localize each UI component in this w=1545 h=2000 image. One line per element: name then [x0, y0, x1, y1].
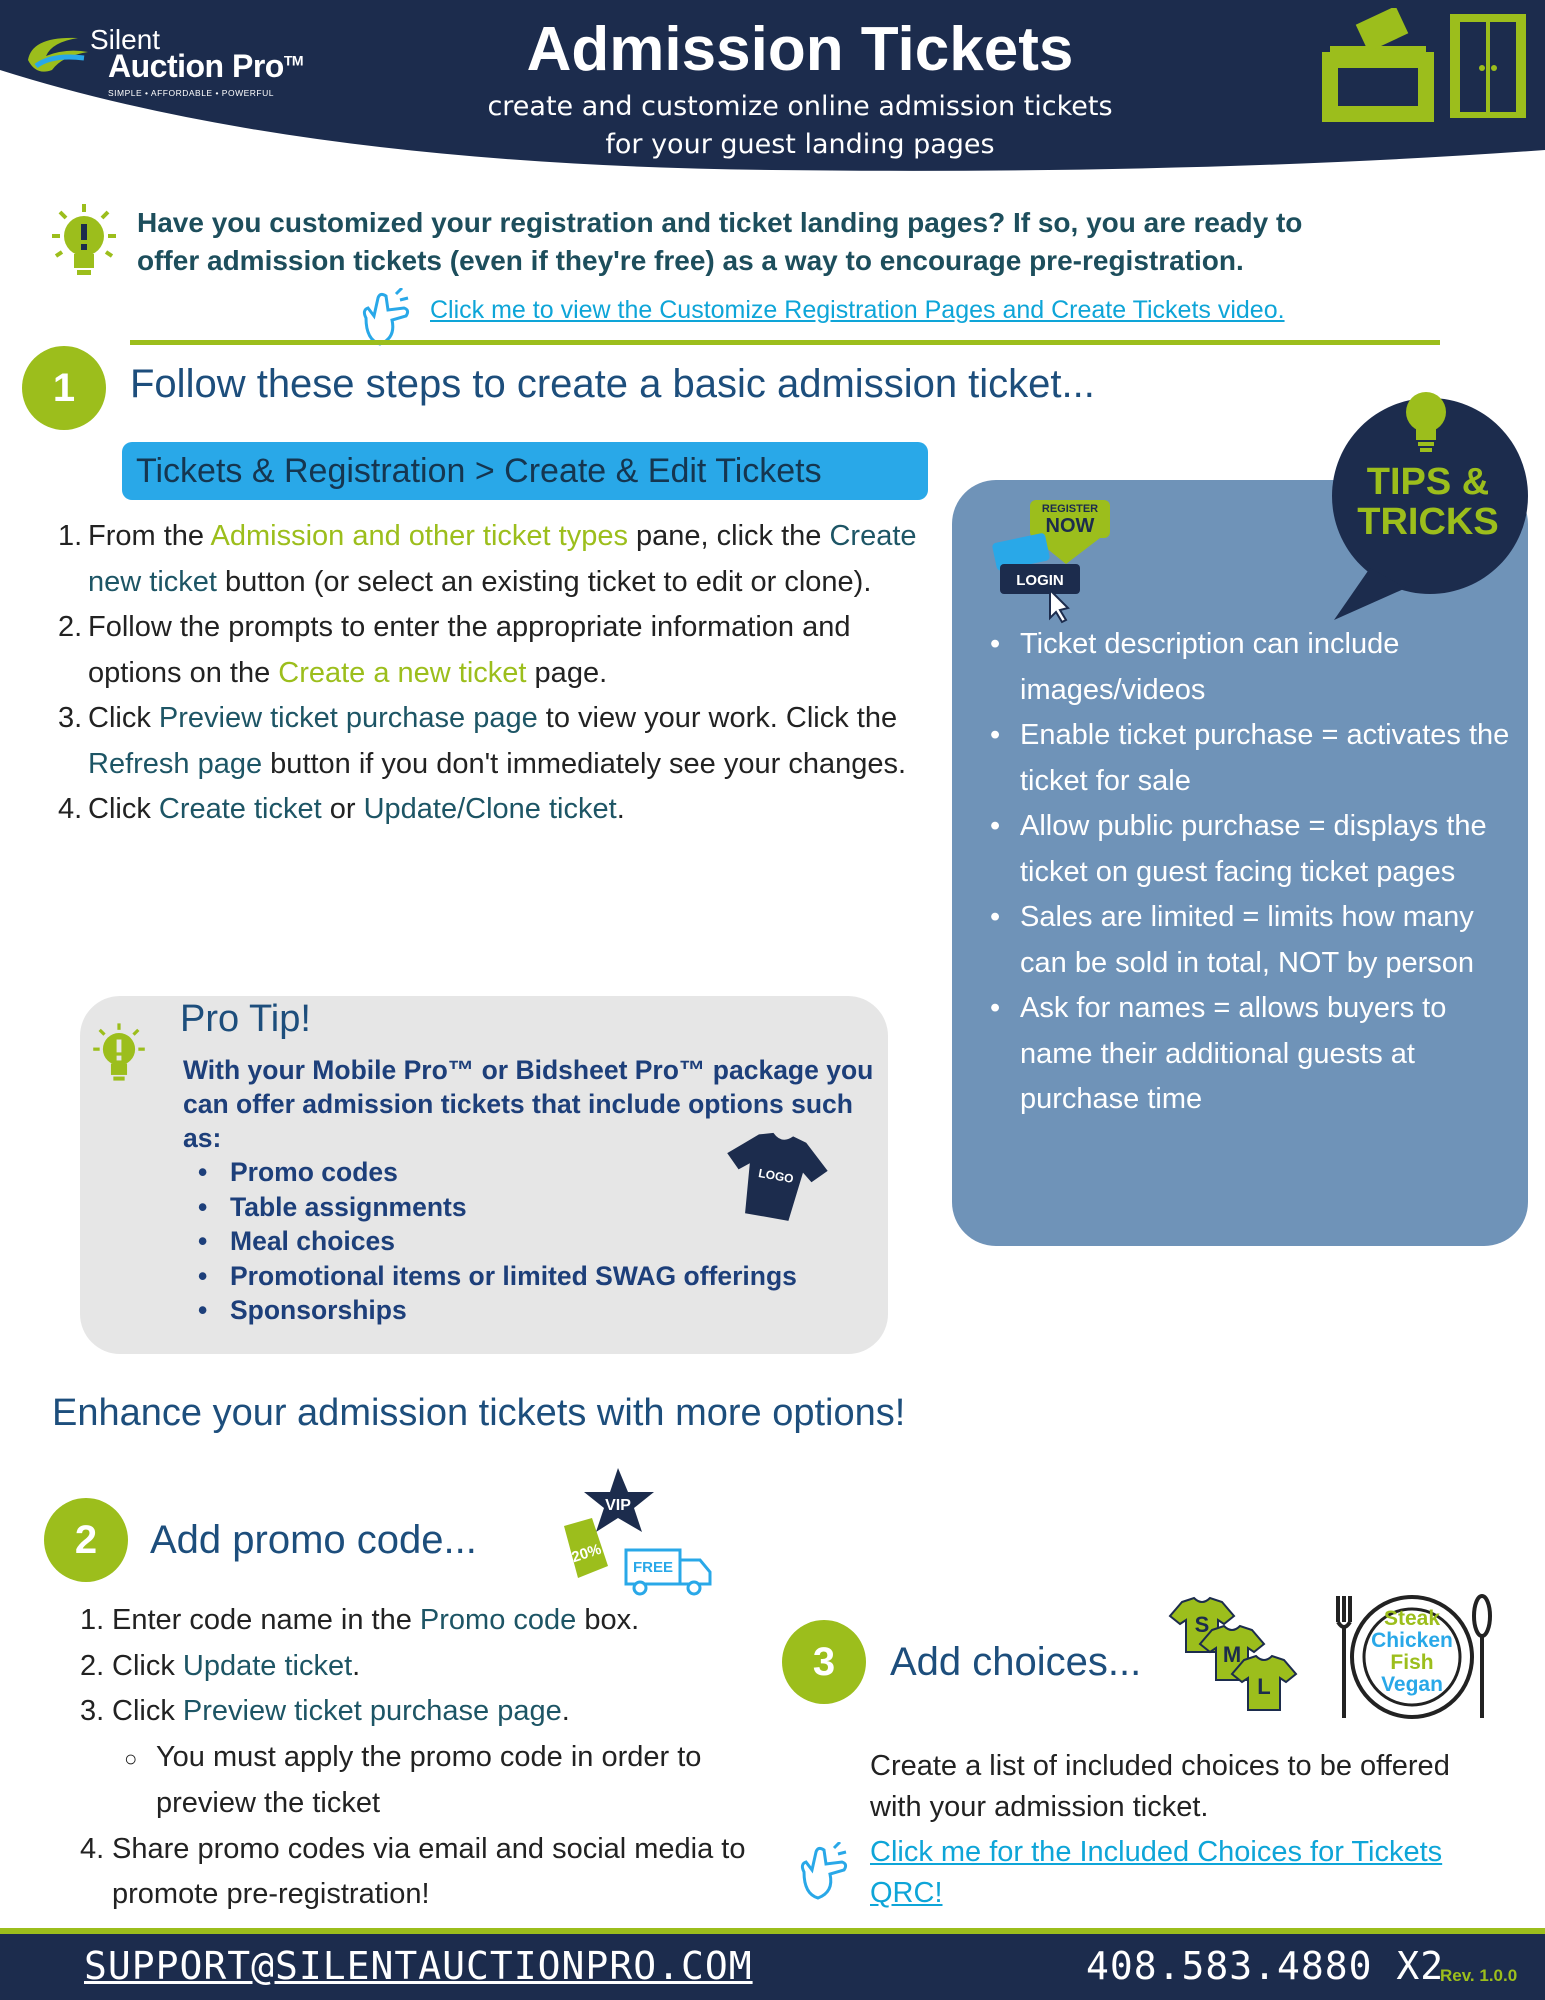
included-choices-link[interactable]: Click me for the Included Choices for Tickets QRC! [870, 1836, 1443, 1909]
meal-choices-list: Steak Chicken Fish Vegan [1371, 1607, 1453, 1696]
logo-line-1: Silent [90, 24, 161, 55]
step-2-badge: 2 [44, 1498, 128, 1582]
revision-label: Rev. 1.0.0 [1440, 1966, 1518, 1985]
step-1-list [58, 514, 938, 833]
pro-tip-text: With your Mobile Pro™ or Bidsheet Pro™ package you can offer admission tickets that include options such as: [183, 1055, 874, 1153]
list-item: • Promotional items or limited SWAG offerings [198, 1259, 797, 1294]
page-title: Admission Tickets [526, 15, 1074, 84]
svg-text:LOGIN: LOGIN [1016, 572, 1064, 589]
list-item: 1. Enter code name in the Promo code box. [80, 1604, 640, 1636]
section-divider [130, 340, 1440, 345]
page-header [0, 0, 1545, 175]
list-item: • Sponsorships [198, 1293, 797, 1328]
list-item: • Allow public purchase = displays the ticket on guest facing ticket pages [988, 804, 1518, 895]
promo-tags-icon [556, 1466, 716, 1598]
step-2-title: Add promo code... [150, 1518, 477, 1562]
list-item: • Meal choices [198, 1224, 797, 1259]
tips-list [988, 622, 1518, 1123]
breadcrumb: Tickets & Registration > Create & Edit Tickets [122, 442, 928, 500]
list-item: 3. Click Preview ticket purchase page to view your work. Click the Refresh page button if you don't immediately see your changes. [58, 702, 907, 780]
step-1-badge: 1 [22, 346, 106, 430]
svg-text:FREE: FREE [632, 1559, 674, 1576]
tips-title: TIPS & TRICKS [1357, 461, 1499, 543]
list-item: • Ticket description can include images/videos [988, 622, 1518, 713]
step-3-title: Add choices... [890, 1640, 1142, 1684]
list-item: 3. Click Preview ticket purchase page. [80, 1695, 570, 1727]
lightbulb-icon [1398, 388, 1454, 458]
list-item: • Enable ticket purchase = activates the ticket for sale [988, 713, 1518, 804]
svg-text:S: S [1194, 1612, 1210, 1637]
tshirt-logo-icon [722, 1130, 830, 1222]
step-2-list [80, 1598, 780, 1918]
list-item: 1. From the Admission and other ticket types pane, click the Create new ticket button (or select an existing ticket to edit or clone). [58, 520, 917, 598]
svg-text:L: L [1257, 1674, 1271, 1699]
list-item: • Table assignments [198, 1190, 797, 1225]
list-item: • Ask for names = allows buyers to name their additional guests at purchase time [988, 986, 1518, 1123]
list-item: 4. Click Create ticket or Update/Clone ticket. [58, 793, 625, 825]
step-3-badge: 3 [782, 1620, 866, 1704]
register-login-icon [990, 494, 1120, 624]
lightbulb-alert-icon [48, 202, 120, 282]
list-item: 2. Click Update ticket. [80, 1649, 361, 1682]
lightbulb-icon [90, 1014, 148, 1094]
svg-text:NOW: NOW [1045, 515, 1095, 537]
support-phone: 408.583.4880 X2 [1086, 1944, 1445, 1988]
tshirt-sizes-icon [1168, 1596, 1312, 1720]
support-email-link[interactable]: SUPPORT@SILENTAUCTIONPRO.COM [84, 1944, 753, 1988]
footer-accent-line [0, 1928, 1545, 1934]
ticket-booth-door-icon [1310, 8, 1540, 128]
svg-text:M: M [1222, 1642, 1242, 1667]
intro-text: Have you customized your registration and ticket landing pages? If so, you are ready to offer admission tickets (even if they're free) as a way to encourage pre-registration. [137, 207, 1303, 276]
pointing-hand-icon [794, 1842, 850, 1906]
list-item: • Sales are limited = limits how many can be sold in total, NOT by person [988, 895, 1518, 986]
pro-tip-title: Pro Tip! [180, 998, 311, 1040]
svg-text:REGISTER: REGISTER [1041, 503, 1099, 515]
logo-line-2: Auction Pro™ [108, 48, 304, 84]
svg-text:VIP: VIP [605, 1497, 631, 1514]
pro-tip-list [198, 1155, 797, 1328]
page-subtitle: create and customize online admission tickets for your guest landing pages [487, 91, 1113, 160]
enhance-title: Enhance your admission tickets with more options! [52, 1392, 906, 1434]
list-item: • Promo codes [198, 1155, 797, 1190]
step-1-title: Follow these steps to create a basic admission ticket... [130, 362, 1095, 406]
video-link[interactable]: Click me to view the Customize Registration Pages and Create Tickets video. [430, 296, 1285, 324]
svg-text:20%: 20% [569, 1540, 604, 1567]
step-3-text: Create a list of included choices to be offered with your admission ticket. [870, 1750, 1450, 1823]
list-item: 4. Share promo codes via email and social media to promote pre-registration! [80, 1832, 746, 1910]
logo-tagline: SIMPLE • AFFORDABLE • POWERFUL [108, 88, 274, 98]
list-item: 2. Follow the prompts to enter the appropriate information and options on the Create a new ticket page. [58, 611, 851, 689]
tshirt-logo-label: LOGO [757, 1166, 795, 1186]
list-sub-item: ○ You must apply the promo code in order to preview the ticket [124, 1740, 702, 1819]
